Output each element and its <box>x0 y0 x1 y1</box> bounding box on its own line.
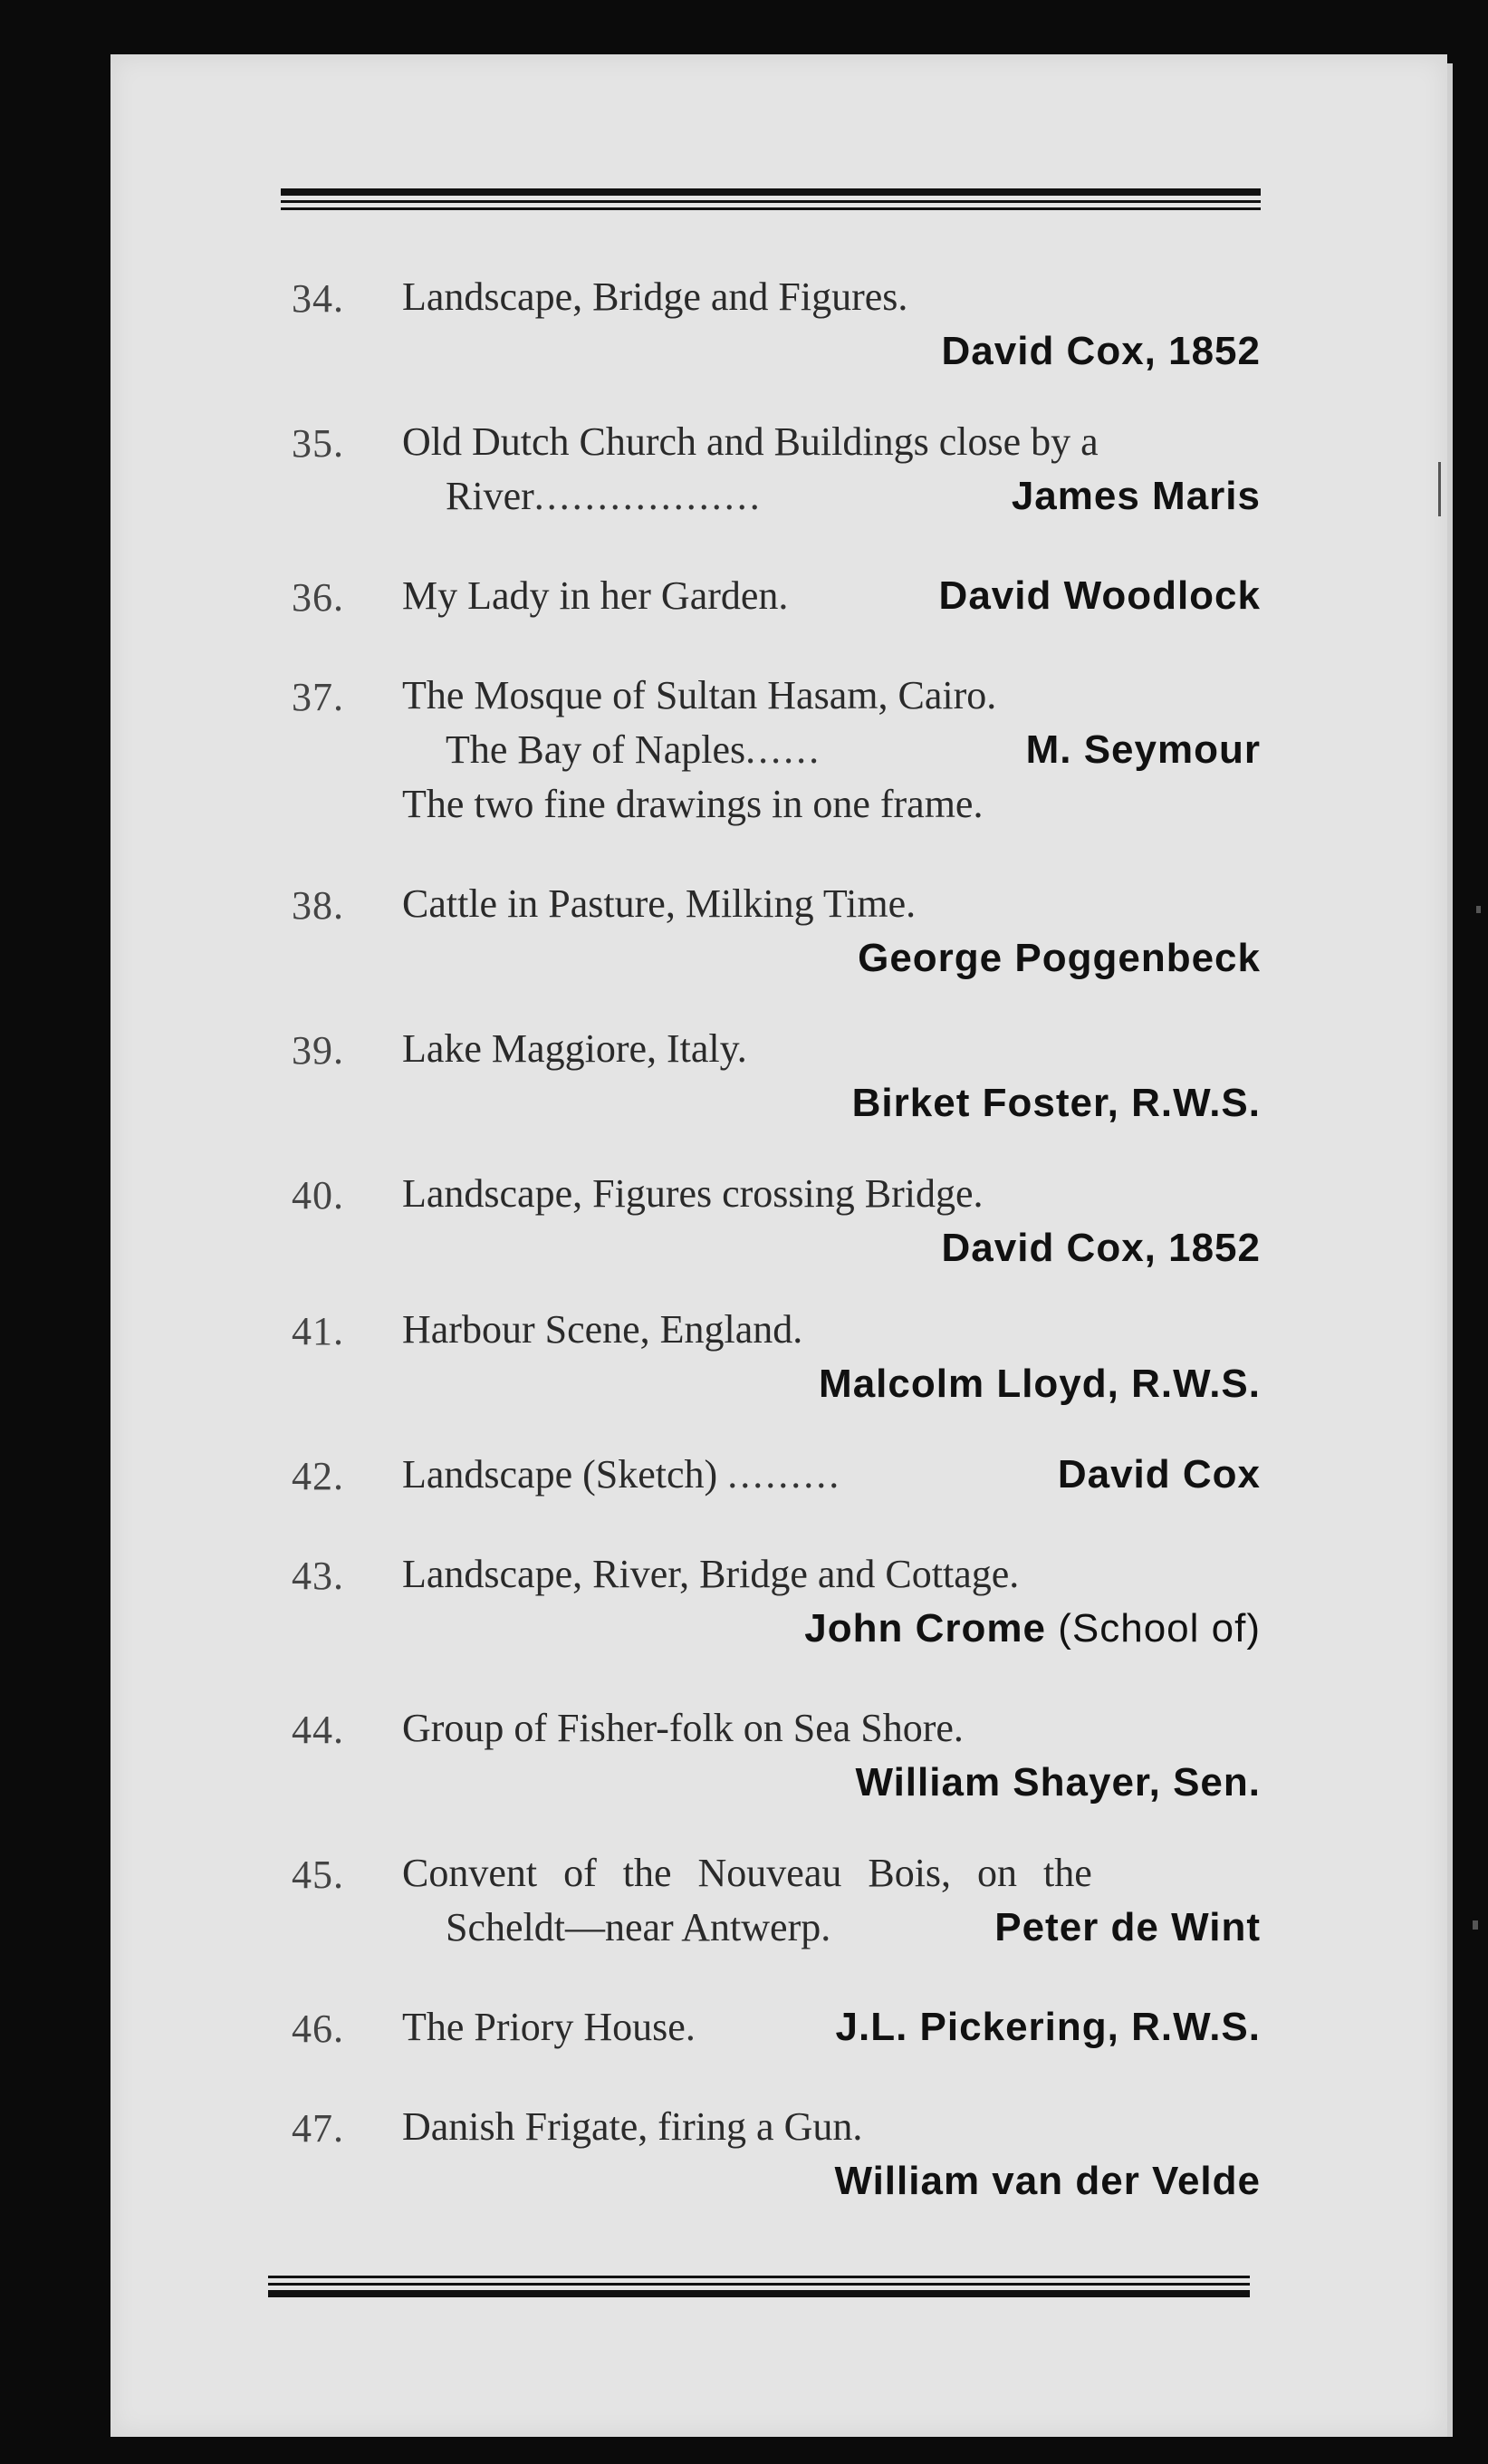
page-mark <box>1438 462 1441 516</box>
top-rule-thin-1 <box>281 200 1261 203</box>
entry-number: 38. <box>292 883 344 928</box>
entry-artist: William Shayer, Sen. <box>855 1760 1261 1805</box>
entry-artist: John Crome <box>804 1606 1046 1651</box>
entry-number: 35. <box>292 421 344 466</box>
leader-dots: . <box>685 2005 698 2049</box>
entry-title-cont: Scheldt—near Antwerp <box>446 1905 821 1949</box>
leader-dots: .................. <box>533 474 763 518</box>
entry-artist: Malcolm Lloyd, R.W.S. <box>819 1362 1261 1406</box>
entry-title: Cattle in Pasture, Milking Time. <box>402 881 917 926</box>
leader-dots: . <box>778 573 792 618</box>
entry-artist: David Cox <box>1057 1452 1261 1497</box>
entry-artist: David Cox, 1852 <box>941 1226 1261 1270</box>
entry-title-cont: River <box>446 474 534 518</box>
entry-title: Landscape, Bridge and Figures. <box>402 274 908 319</box>
entry-artist: Birket Foster, R.W.S. <box>851 1081 1261 1125</box>
entry-number: 34. <box>292 276 344 321</box>
entry-title: Group of Fisher-folk on Sea Shore. <box>402 1706 964 1750</box>
entry-title: My Lady in her Garden <box>402 573 779 618</box>
entry-title: Old Dutch Church and Buildings close by a <box>402 419 1099 464</box>
entry-artist: George Poggenbeck <box>858 936 1261 980</box>
bottom-rule-thick <box>268 2290 1250 2297</box>
bottom-rule-thin-2 <box>268 2283 1250 2286</box>
bottom-rule-thin-1 <box>268 2276 1250 2278</box>
entry-title: Landscape (Sketch) <box>402 1452 718 1497</box>
entry-number: 41. <box>292 1309 344 1353</box>
entry-artist-suffix: (School of) <box>1058 1606 1261 1651</box>
leader-dots: . <box>821 1905 834 1949</box>
entry-title: The Priory House <box>402 2005 686 2049</box>
entry-title: Danish Frigate, firing a Gun. <box>402 2104 863 2149</box>
entry-artist: David Cox, 1852 <box>941 329 1261 373</box>
entry-title: Convent of the Nouveau Bois, on the <box>402 1851 1092 1895</box>
bottom-rule <box>268 2276 1250 2297</box>
entry-number: 42. <box>292 1454 344 1498</box>
top-rule <box>281 188 1261 210</box>
entry-title: Lake Maggiore, Italy. <box>402 1026 747 1071</box>
entry-number: 44. <box>292 1708 344 1752</box>
top-rule-thick <box>281 188 1261 196</box>
entry-number: 36. <box>292 575 344 620</box>
entry-number: 39. <box>292 1028 344 1073</box>
entry-artist: William van der Velde <box>834 2159 1261 2203</box>
entry-note: The two fine drawings in one frame. <box>402 782 984 826</box>
entry-number: 47. <box>292 2106 344 2151</box>
entry-artist: J.L. Pickering, R.W.S. <box>835 2005 1261 2049</box>
entry-title: Landscape, River, Bridge and Cottage. <box>402 1552 1020 1596</box>
entry-artist-line <box>804 1603 1261 1654</box>
entry-artist: David Woodlock <box>938 573 1261 618</box>
entry-artist: James Maris <box>1011 474 1261 518</box>
leader-dots: ...... <box>745 727 822 772</box>
top-rule-thin-2 <box>281 207 1261 210</box>
page-mark <box>1473 1920 1478 1930</box>
entry-number: 46. <box>292 2007 344 2051</box>
entry-title: Harbour Scene, England. <box>402 1307 803 1352</box>
entry-artist: Peter de Wint <box>994 1905 1261 1949</box>
entry-title-cont: The Bay of Naples <box>446 727 746 772</box>
page-edge <box>1447 63 1453 2437</box>
page-mark <box>1476 906 1481 913</box>
entry-number: 45. <box>292 1853 344 1897</box>
entry-number: 40. <box>292 1173 344 1218</box>
entry-number: 43. <box>292 1554 344 1598</box>
entry-artist: M. Seymour <box>1025 727 1261 772</box>
entry-title: Landscape, Figures crossing Bridge. <box>402 1171 984 1216</box>
entry-title: The Mosque of Sultan Hasam, Cairo. <box>402 673 997 717</box>
leader-dots: ......... <box>727 1452 842 1497</box>
entry-number: 37. <box>292 675 344 719</box>
